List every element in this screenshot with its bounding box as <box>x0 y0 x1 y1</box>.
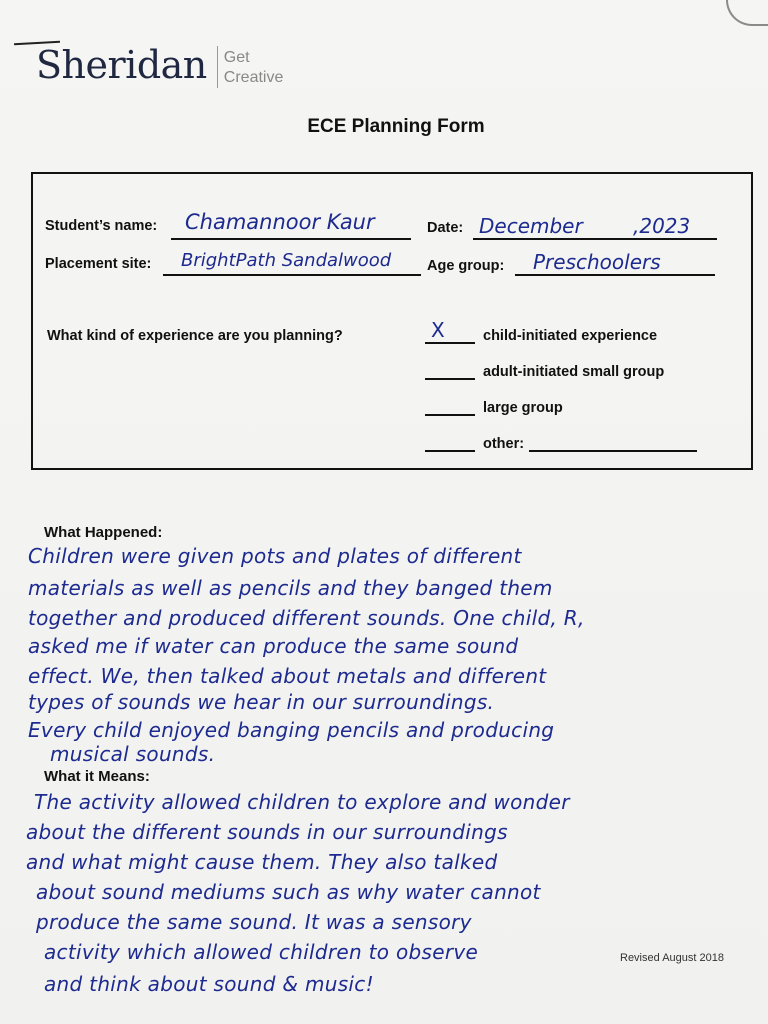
date-month-value[interactable]: December <box>479 214 583 238</box>
what-happened-line: types of sounds we hear in our surroundings. <box>28 690 495 714</box>
option-1-blank[interactable] <box>425 342 475 344</box>
logo-wordmark: Sheridan <box>36 43 207 87</box>
logo-tagline-line-2: Creative <box>223 69 284 86</box>
sheridan-logo <box>36 43 284 88</box>
option-other-underline[interactable] <box>529 450 697 452</box>
logo-tagline <box>224 48 284 88</box>
student-name-value[interactable]: Chamannoor Kaur <box>185 210 375 234</box>
what-it-means-line: about the different sounds in our surroundings <box>26 820 508 844</box>
what-it-means-label: What it Means: <box>44 768 150 785</box>
logo-tagline-line-1: Get <box>223 49 250 66</box>
option-3-blank[interactable] <box>425 414 475 416</box>
option-adult-initiated: adult-initiated small group <box>483 364 665 380</box>
form-info-box <box>31 172 753 470</box>
date-year-value[interactable]: ,2023 <box>633 214 691 238</box>
what-it-means-line: The activity allowed children to explore and wonder <box>34 790 570 814</box>
what-happened-line: materials as well as pencils and they banged them <box>28 576 553 600</box>
option-child-initiated: child-initiated experience <box>483 328 658 344</box>
what-happened-line: musical sounds. <box>50 742 216 766</box>
placement-site-label: Placement site: <box>45 256 152 272</box>
date-label: Date: <box>427 220 464 236</box>
what-it-means-line: and what might cause them. They also talked <box>26 850 498 874</box>
what-happened-line: effect. We, then talked about metals and different <box>28 664 547 688</box>
student-name-underline <box>171 238 411 240</box>
date-underline <box>473 238 717 240</box>
experience-question: What kind of experience are you planning? <box>47 328 343 344</box>
age-group-underline <box>515 274 715 276</box>
page-corner-mark <box>726 0 768 26</box>
what-happened-line: together and produced different sounds. One child, R, <box>28 606 585 630</box>
age-group-label: Age group: <box>427 258 505 274</box>
what-happened-line: Children were given pots and plates of different <box>28 544 522 568</box>
what-it-means-line: activity which allowed children to observe <box>44 940 479 964</box>
student-name-label: Student’s name: <box>45 218 158 234</box>
what-it-means-line: produce the same sound. It was a sensory <box>36 910 472 934</box>
option-checkmark-x[interactable]: X <box>431 318 445 342</box>
what-it-means-line: and think about sound & music! <box>44 972 374 996</box>
what-happened-label: What Happened: <box>44 524 163 541</box>
option-other: other: <box>483 436 525 452</box>
placement-underline <box>163 274 421 276</box>
option-large-group: large group <box>483 400 563 416</box>
what-happened-line: Every child enjoyed banging pencils and producing <box>28 718 555 742</box>
age-group-value[interactable]: Preschoolers <box>533 250 661 274</box>
form-title: ECE Planning Form <box>307 116 485 137</box>
what-it-means-line: about sound mediums such as why water cannot <box>36 880 541 904</box>
placement-site-value[interactable]: BrightPath Sandalwood <box>181 250 392 271</box>
logo-divider <box>217 46 218 88</box>
option-4-blank[interactable] <box>425 450 475 452</box>
revised-note: Revised August 2018 <box>620 952 724 964</box>
option-2-blank[interactable] <box>425 378 475 380</box>
what-happened-line: asked me if water can produce the same sound <box>28 634 519 658</box>
